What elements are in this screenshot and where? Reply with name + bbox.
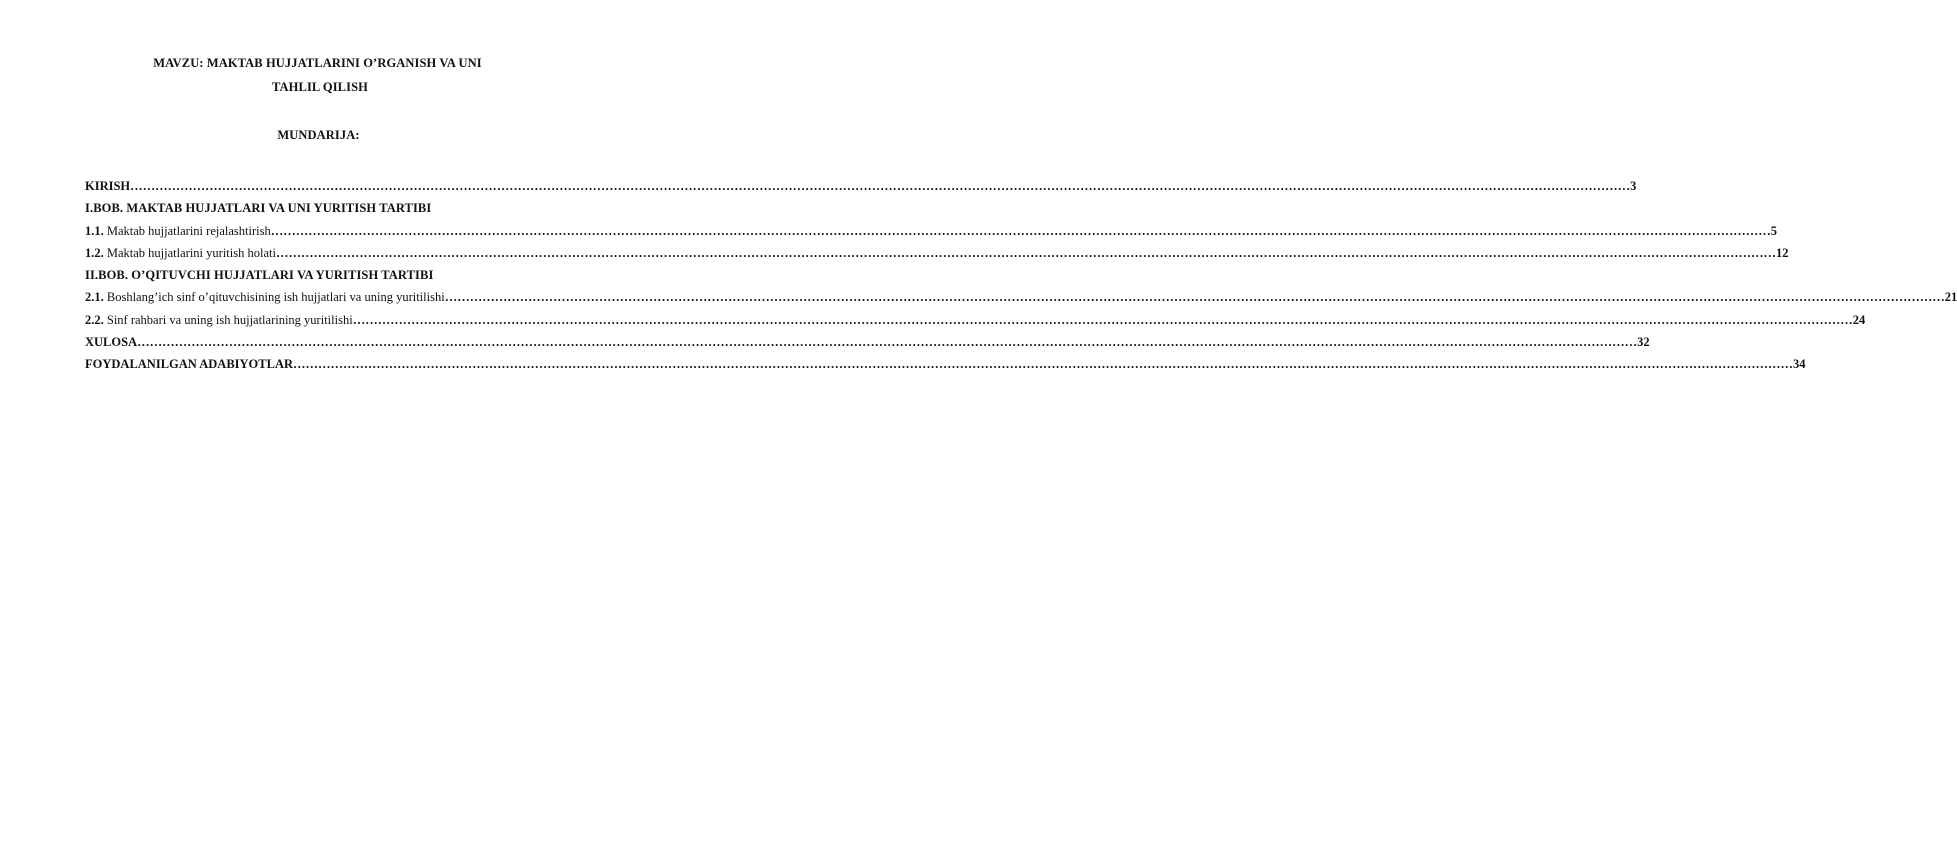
toc-entry-conclusion <box>85 334 1650 356</box>
toc-dot-leader: ……………………………………………………………………………………………………………………………………………………………………………………………………………………………………………………………………………………………………………………………… <box>293 357 1794 372</box>
table-of-contents <box>85 178 1957 379</box>
document-title-line-1: MAVZU: MAKTAB HUJJATLARINI O’RGANISH VA UNI <box>153 56 482 70</box>
toc-entry-text: Sinf rahbari va uning ish hujjatlarining yuritilishi <box>103 312 353 327</box>
toc-entry-page: 34 <box>1793 357 1806 372</box>
toc-dot-leader: ……………………………………………………………………………………………………………………………………………………………………………………………………………………………………………………………………………………………………………………………… <box>352 312 1853 327</box>
toc-entry-page: 12 <box>1775 245 1789 260</box>
toc-entry-number: 2.1. <box>85 290 104 305</box>
toc-chapter-2-heading <box>85 267 550 289</box>
toc-entry-number: 2.2. <box>85 312 104 327</box>
toc-entry-page: 21 <box>1944 290 1957 305</box>
toc-dot-leader: ……………………………………………………………………………………………………………………………………………………………………………………………………………………………………………………………………………………………………………………………… <box>270 223 1771 238</box>
toc-dot-leader: ……………………………………………………………………………………………………………………………………………………………………………………………………………………………………………………………………………………………………………………………… <box>444 290 1945 305</box>
toc-entry-1-2 <box>85 245 1789 267</box>
toc-entry-page: 3 <box>1630 179 1637 193</box>
toc-entry-label <box>85 245 276 267</box>
document-title-line-2: TAHLIL QILISH <box>272 80 368 94</box>
toc-entry-text: Maktab hujjatlarini yuritish holati <box>103 245 276 260</box>
toc-entry-references <box>85 356 1806 378</box>
toc-entry-page: 5 <box>1770 223 1777 238</box>
toc-entry-text: Boshlang’ich sinf o’qituvchisining ish hujjatlari va uning yuritilishi <box>103 290 445 305</box>
toc-entry-2-2 <box>85 312 1866 334</box>
toc-entry-label: XULOSA <box>85 335 138 350</box>
toc-entry-1-1 <box>85 223 1777 245</box>
toc-entry-label: KIRISH <box>85 179 131 193</box>
toc-entry-label <box>85 223 271 245</box>
toc-entry-intro <box>85 178 1637 200</box>
toc-dot-leader: ……………………………………………………………………………………………………………………………………………………………………………………………………………………………………………………………………………………………………………………………… <box>275 245 1776 260</box>
toc-entry-number: 1.2. <box>85 245 104 260</box>
toc-entry-number: 1.1. <box>85 223 104 238</box>
toc-chapter-1-heading <box>85 200 550 222</box>
toc-entry-text: Maktab hujjatlarini rejalashtirish <box>103 223 271 238</box>
toc-entry-label <box>85 289 445 311</box>
toc-dot-leader: ……………………………………………………………………………………………………………………………………………………………………………………………………………………………………………………………………………………………………………………………… <box>130 179 1631 193</box>
toc-chapter-label: II.BOB. O’QITUVCHI HUJJATLARI VA YURITISH TARTIBI <box>85 268 434 283</box>
toc-entry-page: 24 <box>1852 312 1866 327</box>
toc-entry-label <box>85 312 353 334</box>
toc-entry-label: FOYDALANILGAN ADABIYOTLAR <box>85 357 294 372</box>
toc-dot-leader: ……………………………………………………………………………………………………………………………………………………………………………………………………………………………………………………………………………………………………………………………… <box>137 335 1638 350</box>
toc-entry-page: 32 <box>1637 335 1650 350</box>
toc-chapter-label: I.BOB. MAKTAB HUJJATLARI VA UNI YURITISH TARTIBI <box>85 201 432 216</box>
toc-entry-2-1 <box>85 289 1957 311</box>
contents-heading: MUNDARIJA: <box>277 128 360 142</box>
